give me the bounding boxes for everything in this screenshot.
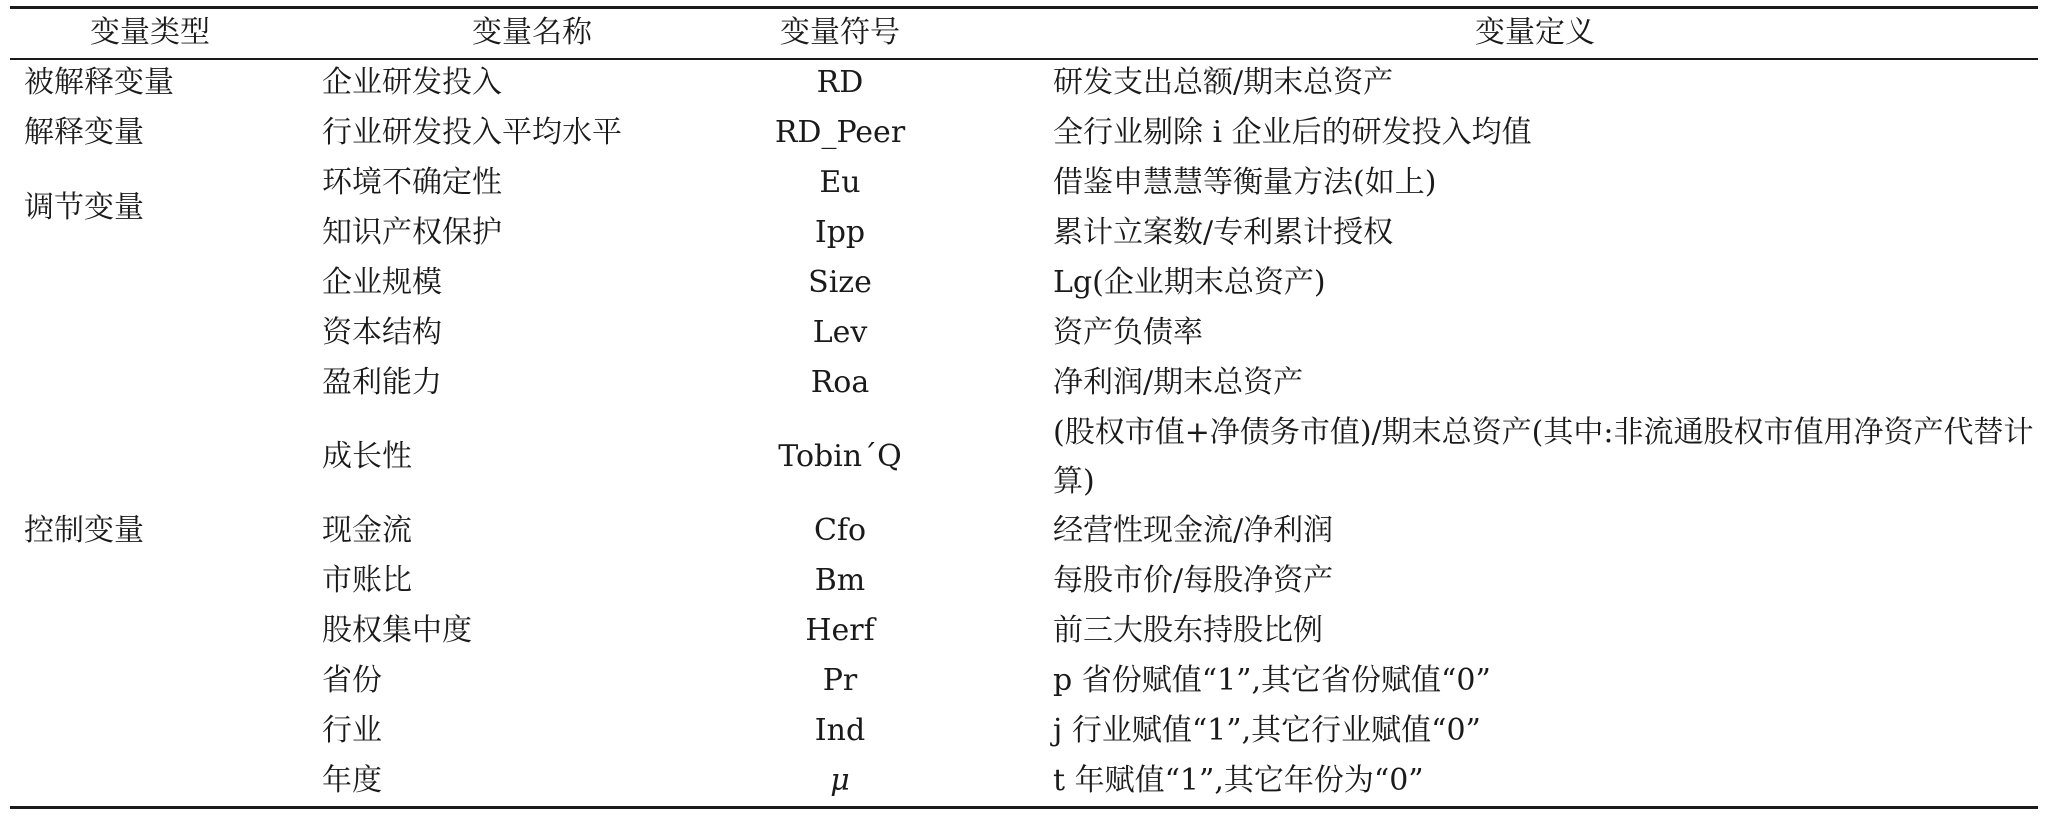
header-variable-name: 变量名称: [472, 15, 592, 50]
row-definition: t 年赋值“1”,其它年份为“0”: [1053, 763, 1424, 798]
row-definition: Lg(企业期末总资产): [1053, 265, 1326, 300]
row-definition: 经营性现金流/净利润: [1053, 513, 1334, 548]
group-label-moderator: 调节变量: [24, 190, 144, 225]
row-type: 被解释变量: [24, 65, 174, 100]
row-definition: 累计立案数/专利累计授权: [1053, 215, 1394, 250]
row-definition: 每股市价/每股净资产: [1053, 563, 1334, 598]
row-name: 年度: [322, 763, 382, 798]
row-name: 省份: [322, 663, 382, 698]
row-name: 环境不确定性: [322, 165, 502, 200]
header-variable-type: 变量类型: [90, 15, 210, 50]
row-name: 股权集中度: [322, 613, 472, 648]
row-symbol: Roa: [810, 365, 870, 400]
top-rule: [10, 6, 2038, 9]
row-symbol: Lev: [812, 315, 868, 350]
row-definition: 资产负债率: [1053, 315, 1203, 350]
row-definition: 全行业剔除 i 企业后的研发投入均值: [1053, 115, 1532, 150]
row-definition: (股权市值+净债务市值)/期末总资产(其中:非流通股权市值用净资产代替计算): [1053, 415, 2034, 499]
header-variable-definition: 变量定义: [1475, 15, 1595, 50]
row-symbol: RD_Peer: [774, 115, 906, 150]
row-symbol: Herf: [805, 613, 875, 648]
row-symbol: RD: [816, 65, 864, 100]
header-variable-symbol: 变量符号: [780, 15, 900, 50]
row-name: 企业研发投入: [322, 65, 502, 100]
row-definition: 净利润/期末总资产: [1053, 365, 1304, 400]
row-name: 知识产权保护: [322, 215, 502, 250]
row-definition: 前三大股东持股比例: [1053, 613, 1323, 648]
row-symbol: Size: [808, 265, 872, 300]
row-name: 行业研发投入平均水平: [322, 115, 622, 150]
header-rule: [10, 58, 2038, 60]
row-name: 盈利能力: [322, 365, 442, 400]
bottom-rule: [10, 806, 2038, 809]
row-name: 现金流: [322, 513, 412, 548]
row-symbol: Ind: [814, 713, 866, 748]
row-type: 解释变量: [24, 115, 144, 150]
row-definition: 借鉴申慧慧等衡量方法(如上): [1053, 165, 1437, 200]
row-name: 成长性: [322, 439, 412, 474]
variable-definition-table: [10, 0, 2038, 816]
row-symbol: Pr: [822, 663, 858, 698]
row-symbol: Cfo: [813, 513, 867, 548]
row-definition: p 省份赋值“1”,其它省份赋值“0”: [1053, 663, 1491, 698]
row-symbol: Bm: [814, 563, 866, 598]
row-symbol: Tobin´Q: [778, 439, 902, 474]
row-name: 市账比: [322, 563, 412, 598]
row-name: 资本结构: [322, 315, 442, 350]
row-symbol: Eu: [819, 165, 861, 200]
row-name: 企业规模: [322, 265, 442, 300]
row-symbol: Ipp: [814, 215, 866, 250]
row-name: 行业: [322, 713, 382, 748]
row-definition: j 行业赋值“1”,其它行业赋值“0”: [1053, 713, 1481, 748]
group-label-control: 控制变量: [24, 513, 144, 548]
row-symbol: μ: [830, 763, 850, 798]
row-definition: 研发支出总额/期末总资产: [1053, 65, 1394, 100]
